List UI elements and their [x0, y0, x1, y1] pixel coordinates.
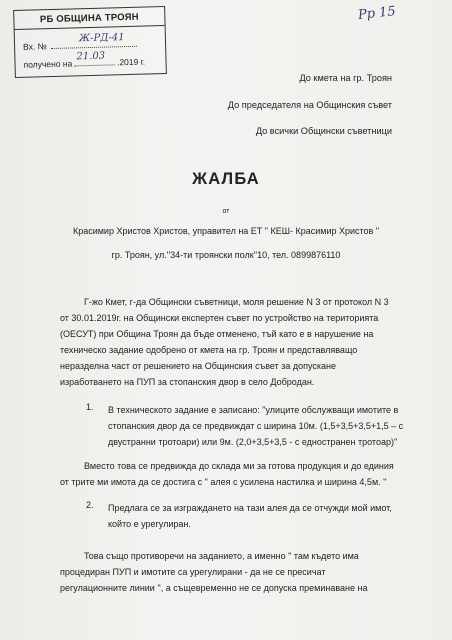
list-item-1: [108, 402, 408, 450]
stamp-date-handwritten: 21.03: [76, 50, 106, 63]
text-line: неразделна част от решението на Общинския съвет за допускане: [60, 361, 336, 371]
list-number-2: 2.: [86, 500, 94, 510]
text-line: техническо задание одобрено от кмета на гр. Троян и представляващо: [60, 345, 358, 355]
stamp-entry-field: [51, 32, 137, 49]
stamp-received-date: [23, 50, 146, 70]
text-line: Вместо това се предвижда до склада ми за готова продукция и до единия: [84, 461, 394, 471]
addressee-councillors: До всички Общински съветници: [255, 126, 392, 136]
list-number-1: 1.: [86, 402, 94, 412]
text-line: (ОЕСУТ) при Община Троян да бъде отменено, тъй като е в нарушение на: [60, 329, 374, 339]
stamp-date-field: [74, 50, 114, 66]
text-line: В техническото задание е записано: "улиците обслужващи имотите в: [108, 405, 399, 415]
text-line: Това също противоречи на заданието, а именно " там където има: [84, 551, 359, 561]
text-line: Г-жо Кмет, г-да Общински съветници, моля решение N 3 от протокол N 3: [84, 297, 389, 307]
stamp-divider: [15, 25, 165, 30]
text-line: двустранни тротоари) или 9м. (2,0+3,5+3,5 - с едностранен тротоар)'': [108, 437, 398, 447]
text-line: от 30.01.2019г. на Общински експертен съвет по устройство на територията: [60, 313, 379, 323]
text-line: Предлага се за изграждането на тази алея да се отчужди мой имот,: [108, 503, 392, 513]
from-label: от: [222, 208, 230, 215]
stamp-year-suffix: .2019 г.: [116, 56, 146, 68]
text-line: процедиран ПУП и имотите са урегулирани - да не се пресичат: [60, 567, 326, 577]
stamp-received-label: получено на: [23, 58, 73, 70]
sender-name: Красимир Христов Христов, управител на ЕТ " КЕШ- Красимир Христов ": [72, 226, 380, 236]
document-title: ЖАЛБА: [192, 170, 260, 188]
text-line: който е урегулиран.: [108, 519, 191, 529]
stamp-entry-number: [22, 32, 137, 52]
sender-address: гр. Троян, ул.''34-ти троянски полк''10, тел. 0899876110: [111, 250, 341, 260]
text-line: изработването на ПУП за стопанския двор в село Добродан.: [60, 377, 315, 387]
body-paragraph-2: [60, 458, 400, 490]
body-paragraph-1: [60, 294, 400, 390]
registration-stamp: [13, 6, 167, 78]
text-line: от трите ми имота да се достига с " алея с усилена настилка и ширина 4,5м. '': [60, 477, 387, 487]
corner-handwritten-note: Рр 15: [357, 4, 397, 23]
addressee-mayor: До кмета на гр. Троян: [299, 73, 392, 83]
stamp-title: РБ ОБЩИНА ТРОЯН: [39, 11, 139, 26]
stamp-entry-label: Вх. №: [22, 41, 47, 52]
text-line: стопанския двор да се предвиждат с ширина 10м. (1,5+3,5+3,5+1,5 – с: [108, 421, 404, 431]
list-item-2: [108, 500, 408, 532]
addressee-council-chair: До председателя на Общинския съвет: [227, 100, 392, 110]
stamp-entry-handwritten: Ж-РД-41: [78, 32, 125, 45]
text-line: регулационните линии '', а същевременно не се допуска преминаване на: [60, 583, 368, 593]
body-paragraph-3: [60, 548, 400, 596]
